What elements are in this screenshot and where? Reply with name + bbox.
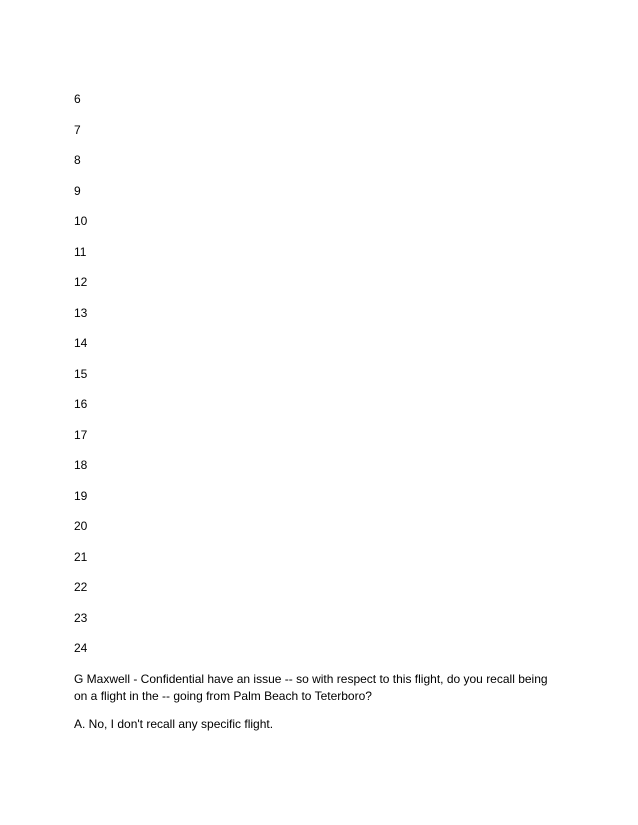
line-number: 9 — [74, 183, 81, 198]
line-number: 22 — [74, 580, 88, 594]
line-number: 20 — [74, 519, 88, 533]
line-number: 21 — [74, 549, 88, 564]
transcript-question: G Maxwell - Confidential have an issue -- so with respect to this flight, do you recall being on a flight in the -- going from Palm Beach to Teterboro? — [74, 672, 548, 703]
line-number: 24 — [74, 641, 88, 655]
line-number-column — [74, 90, 87, 670]
line-number: 17 — [74, 427, 88, 442]
line-number: 6 — [74, 92, 81, 106]
line-number: 13 — [74, 305, 88, 320]
line-number: 7 — [74, 122, 81, 137]
transcript-answer: A. No, I don't recall any specific flight. — [74, 717, 274, 731]
line-number: 8 — [74, 153, 81, 167]
line-number: 18 — [74, 458, 88, 472]
line-number: 10 — [74, 214, 88, 228]
line-number: 15 — [74, 366, 88, 381]
line-number: 16 — [74, 397, 88, 411]
line-number: 11 — [74, 244, 87, 259]
line-number: 19 — [74, 488, 88, 503]
line-number: 23 — [74, 610, 88, 625]
line-number: 14 — [74, 336, 88, 350]
line-number: 12 — [74, 275, 88, 289]
